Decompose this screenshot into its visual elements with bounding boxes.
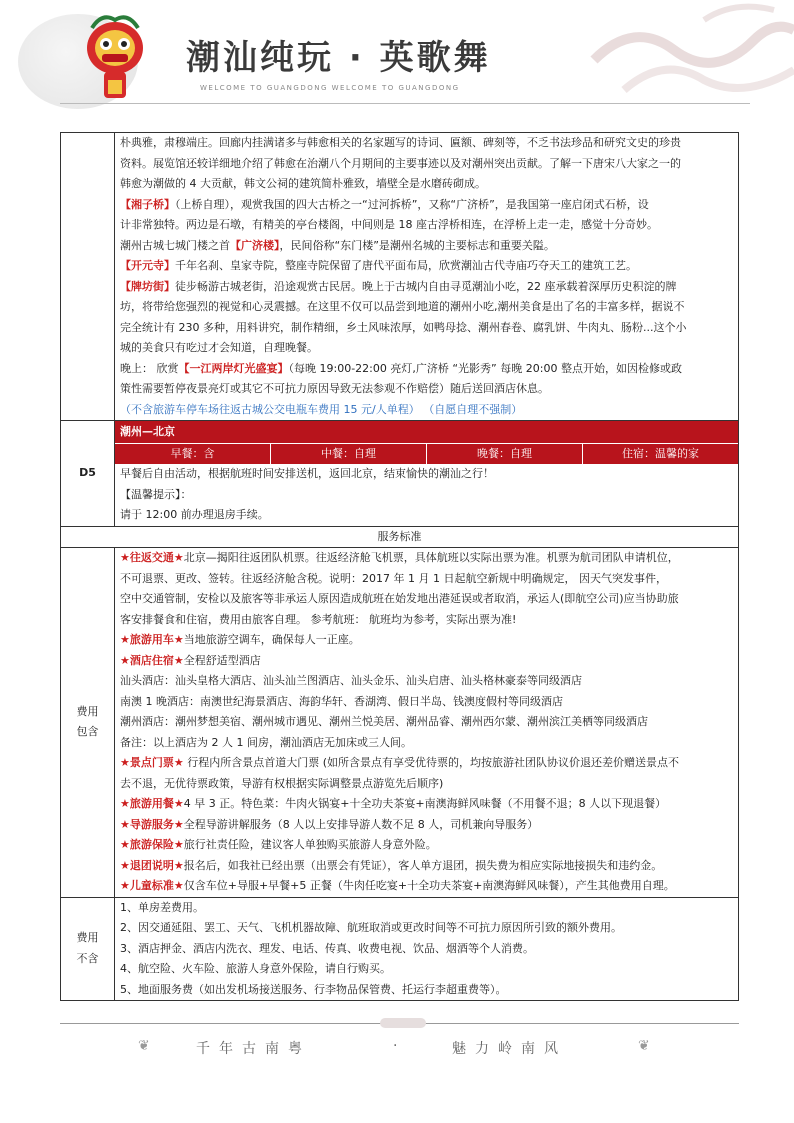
day4-row [61,133,739,421]
line-text: ，民间俗称“东门楼”是潮州名城的主要标志和重要关隘。 [279,238,555,252]
day5-line: 【温馨提示】： [120,487,192,501]
item-title: ★旅游保险★ [120,838,184,851]
include-content [115,548,739,898]
line-prefix: 潮州古城七城门楼之首 [120,238,230,252]
day4-line [120,236,733,257]
exclude-content [115,897,739,1001]
item-text: 4 早 3 正。特色菜：牛肉火锅宴+十全功夫茶宴+南澳海鲜风味餐（不用餐不退；8 人以下现退餐） [183,797,667,810]
page-subtitle: WELCOME TO GUANGDONG WELCOME TO GUANGDONG [200,84,460,92]
item-text: 旅行社责任险，建议客人单独购买旅游人身意外险。 [183,838,437,851]
include-line [120,856,733,877]
exclude-label [61,897,115,1001]
include-line: 汕头酒店：汕头皇格大酒店、汕头汕兰图酒店、汕头金乐、汕头启唐、汕头格林豪泰等同级酒店 [120,674,582,687]
item-title: ★旅游用餐★ [120,797,184,810]
item-title: ★导游服务★ [120,817,184,831]
line-text: （上桥自理），观赏我国的四大古桥之一“过河拆桥”，又称“广济桥”，是我国第一座启闭式石桥，设 [175,197,649,211]
day4-line: 计非常独特。两边是石墩，有精美的亭台楼阁，中间则是 18 座古浮桥相连，在浮桥上走一走，感觉十分奇妙。 [120,218,658,231]
day4-line: 坊，将带给您强烈的视觉和心灵震撼。在这里不仅可以品尝到地道的潮州小吃,潮州美食是出了名的丰富多样，据说不 [120,300,685,313]
include-line: 南澳 1 晚酒店：南澳世纪海景酒店、海韵华轩、香湖湾、假日半岛、钱澳度假村等同级酒店 [120,694,563,708]
day4-line: 策性需要暂停夜景亮灯或其它不可抗力原因导致无法参观不作赔偿）随后送回酒店休息。 [120,382,549,395]
footer-slogan-left: 千年古南粤 [196,1041,311,1057]
highlight-paifang-street: 【牌坊街】 [120,279,175,293]
itinerary-table [60,132,739,1001]
exclude-row [61,897,739,1001]
exclude-line: 3、酒店押金、酒店内洗衣、理发、电话、传真、收费电视、饮品、烟酒等个人消费。 [120,941,534,955]
day5-line: 早餐后自由活动，根据航班时间安排送机，返回北京，结束愉快的潮汕之行！ [120,467,494,480]
include-line: 去不退，无优待票政策，导游有权根据实际调整景点游览先后顺序) [120,776,444,790]
highlight-xiangzi-bridge: 【湘子桥】 [120,197,175,211]
item-title: ★酒店住宿★ [120,653,184,667]
highlight-kaiyuan-temple: 【开元寺】 [120,259,175,272]
footer-slogan-right: 魅力岭南风 [452,1041,567,1057]
include-line [120,815,733,836]
include-line: 潮州酒店：潮州梦想美宿、潮州城市遇见、潮州兰悦美居、潮州品睿、潮州西尔蒙、潮州滨江美栖等同级酒店 [120,715,648,728]
day5-label [61,421,115,527]
item-title: ★退团说明★ [120,858,184,872]
label-line: 包含 [76,725,99,739]
exclude-line: 4、航空险、火车险、旅游人身意外保险，请自行购买。 [120,962,391,975]
item-text: 当地旅游空调车，确保每人一正座。 [183,633,360,646]
day5-content [115,421,739,527]
page-header [0,0,794,120]
line-prefix: 晚上： 欣赏 [120,361,179,375]
lion-dance-mascot-icon [82,10,148,110]
exclude-line: 5、地面服务费（如出发机场接送服务、行李物品保管费、托运行李超重费等）。 [120,982,507,996]
item-text: 全程导游讲解服务（8 人以上安排导游人数不足 8 人，司机兼向导服务） [183,817,539,831]
item-title: ★景点门票★ [120,756,184,769]
item-title: ★旅游用车★ [120,633,184,646]
day4-line: 朴典雅，肃穆端庄。回廊内挂满诸多与韩愈相关的名家题写的诗词、匾额、碑刻等，不乏书法珍品和研究文史的珍贵 [120,136,681,149]
exclude-line: 1、单房差费用。 [120,900,204,914]
footer-dot: · [393,1038,398,1054]
day5-route: 潮州—北京 [115,421,738,443]
day4-label-cell [61,133,115,421]
item-text: 北京—揭阳往返团队机票。往返经济舱飞机票，具体航班以实际出票为准。机票为航司团队申请机位， [183,551,679,564]
meal-lunch: 中餐：自理 [270,444,426,464]
include-line [120,794,733,815]
item-title: ★儿童标准★ [120,879,184,892]
include-line [120,651,733,672]
footer-ornament-left-icon: ❦ [138,1038,150,1054]
include-line [120,630,733,651]
day4-line: 城的美食只有吃过才会知道，自理晚餐。 [120,341,318,354]
page-title: 潮汕纯玩 · 英歌舞 [186,38,491,78]
footer-knot-ornament [380,1018,426,1028]
day4-note: （不含旅游车停车场往返古城公交电瓶车费用 15 元/人单程） （自愿自理不强制） [120,402,523,416]
day4-line [120,256,733,277]
day4-line: 韩愈为潮做的 4 大贡献，韩文公祠的建筑简朴雅致，墙壁全是水磨砖砌成。 [120,177,486,190]
day5-row [61,421,739,527]
day5-label-text: D5 [79,466,96,479]
wave-decoration [474,0,794,110]
include-row [61,548,739,898]
label-line: 不含 [76,951,99,965]
include-line: 客安排餐食和住宿，费用由旅客自理。 参考航班： 航班均为参考，实际出票为准! [120,612,517,626]
include-line [120,548,733,569]
include-line [120,876,733,897]
include-line: 空中交通管制，安检以及旅客等非承运人原因造成航班在始发地出港延误或者取消，承运人(即航空公司)应当协助旅 [120,592,679,605]
item-text: 行程内所含景点首道大门票 (如所含景点有享受优待票的，均按旅游社团队协议价退还差价赠送景点不 [183,756,680,769]
service-heading: 服务标准 [61,526,739,548]
line-text: （每晚 19:00-22:00 亮灯,广济桥 “光影秀” 每晚 20:00 整点开始，如因检修或政 [288,361,682,375]
meal-dinner: 晚餐：自理 [426,444,582,464]
exclude-line: 2、因交通延阻、罢工、天气、飞机机器故障、航班取消或更改时间等不可抗力原因所引致的额外费用。 [120,921,622,934]
include-line [120,835,733,856]
highlight-light-show: 【一江两岸灯光盛宴】 [178,361,289,375]
meal-breakfast: 早餐：含 [170,447,215,460]
label-line: 费用 [76,931,99,945]
label-line: 费用 [76,704,99,718]
item-text: 全程舒适型酒店 [183,653,261,667]
item-text: 报名后，如我社已经出票（出票会有凭证），客人单方退团，损失费为相应实际地接损失和违约金。 [183,858,663,872]
header-divider [60,103,750,104]
day5-line: 请于 12:00 前办理退房手续。 [120,508,269,521]
footer-ornament-right-icon: ❦ [638,1038,650,1054]
include-line: 不可退票、更改、签转。往返经济舱含税。说明：2017 年 1 月 1 日起航空新规中明确规定， 因天气突发事件， [120,571,667,585]
page-footer [0,1038,794,1060]
lodging: 住宿：温馨的家 [582,444,738,464]
day4-line [120,359,733,380]
line-text: 徒步畅游古城老街，沿途观赏古民居。晚上于古城内自由寻觅潮汕小吃，22 座承载着深厚历史积淀的牌 [175,279,677,293]
service-heading-row [61,526,739,548]
include-line: 备注：以上酒店为 2 人 1 间房，潮汕酒店无加床或三人间。 [120,735,412,749]
day4-line [120,195,733,216]
include-label [61,548,115,898]
highlight-guangji-tower: 【广济楼】 [230,238,280,252]
item-text: 仅含车位+导服+早餐+5 正餐（牛肉任吃宴+十全功夫茶宴+南澳海鲜风味餐），产生其他费用自理。 [183,879,675,892]
day4-content [115,133,739,421]
line-text: 千年名刹、皇家寺院，整座寺院保留了唐代平面布局，欣赏潮汕古代寺庙巧夺天工的建筑工艺。 [175,259,637,272]
day4-line: 资料。展览馆还较详细地介绍了韩愈在治潮八个月期间的主要事迹以及对潮州突出贡献。了解一下唐宋八大家之一的 [120,156,681,170]
item-title: ★往返交通★ [120,551,184,564]
day4-line: 完全统计有 230 多种，用料讲究，制作精细，乡土风味浓厚，如鸭母捻、潮州春卷、腐乳饼、牛肉丸、肠粉...这个小 [120,320,687,334]
include-line [120,753,733,774]
day5-meals [115,443,738,464]
day4-line [120,277,733,298]
